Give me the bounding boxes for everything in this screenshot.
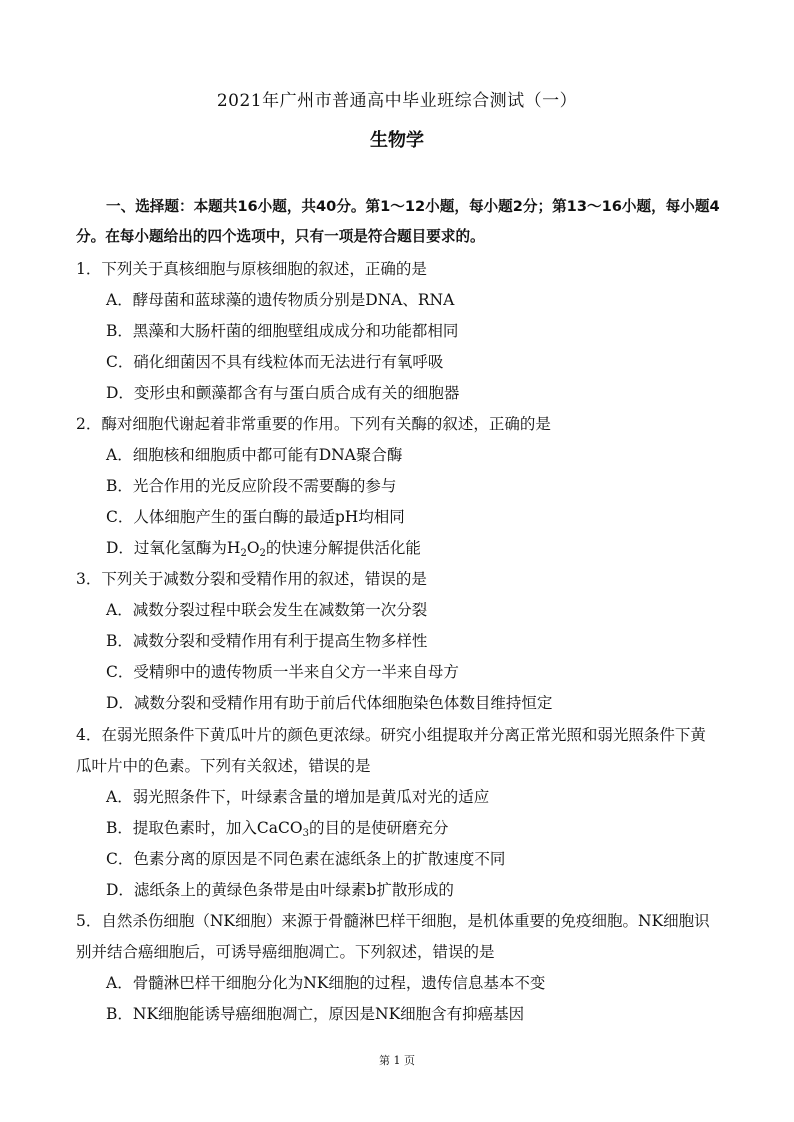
q3-option-c: C．受精卵中的遗传物质一半来自父方一半来自母方 (106, 663, 459, 681)
q3-option-d: D．减数分裂和受精作用有助于前后代体细胞染色体数目维持恒定 (106, 694, 553, 712)
q1-option-c: C．硝化细菌因不具有线粒体而无法进行有氧呼吸 (106, 353, 444, 371)
q2-option-b: B．光合作用的光反应阶段不需要酶的参与 (106, 477, 397, 495)
subject-title: 生物学 (370, 130, 424, 151)
q4-option-b: B．提取色素时，加入CaCO$_3$的目的是使研磨充分 (106, 819, 449, 839)
question-2-stem: 2．酶对细胞代谢起着非常重要的作用。下列有关酶的叙述，正确的是 (76, 415, 551, 433)
q3-option-a: A．减数分裂过程中联会发生在减数第一次分裂 (106, 601, 428, 619)
question-4-stem-line-1: 4．在弱光照条件下黄瓜叶片的颜色更浓绿。研究小组提取并分离正常光照和弱光照条件下黄 (76, 726, 706, 744)
page-number: 第 1 页 (379, 1054, 415, 1067)
q1-option-a: A．酵母菌和蓝球藻的遗传物质分别是DNA、RNA (106, 291, 455, 309)
question-5-stem-line-2: 别并结合癌细胞后，可诱导癌细胞凋亡。下列叙述，错误的是 (76, 943, 495, 961)
q1-option-d: D．变形虫和颤藻都含有与蛋白质合成有关的细胞器 (106, 384, 460, 402)
q2-option-a: A．细胞核和细胞质中都可能有DNA聚合酶 (106, 446, 403, 464)
question-1-stem: 1．下列关于真核细胞与原核细胞的叙述，正确的是 (76, 260, 427, 278)
q5-option-b: B．NK细胞能诱导癌细胞凋亡，原因是NK细胞含有抑癌基因 (106, 1005, 525, 1023)
question-5-stem-line-1: 5．自然杀伤细胞（NK细胞）来源于骨髓淋巴样干细胞，是机体重要的免疫细胞。NK细胞识 (76, 912, 710, 930)
section-header: 一、选择题：本题共16小题，共40分。第1～12小题，每小题2分；第13～16小题，每小题4分。在每小题给出的四个选项中，只有一项是符合题目要求的。 (76, 198, 720, 245)
q4-option-a: A．弱光照条件下，叶绿素含量的增加是黄瓜对光的适应 (106, 788, 490, 806)
q2-option-c: C．人体细胞产生的蛋白酶的最适pH均相同 (106, 508, 405, 526)
q4-option-d: D．滤纸条上的黄绿色条带是由叶绿素b扩散形成的 (106, 881, 454, 899)
question-3-stem: 3．下列关于减数分裂和受精作用的叙述，错误的是 (76, 570, 427, 588)
q2-option-d: D．过氧化氢酶为$H_2O_2$的快速分解提供活化能 (106, 539, 421, 559)
q5-option-a: A．骨髓淋巴样干细胞分化为NK细胞的过程，遗传信息基本不变 (106, 974, 546, 992)
question-4-stem-line-2: 瓜叶片中的色素。下列有关叙述，错误的是 (76, 757, 371, 775)
q1-option-b: B．黑藻和大肠杆菌的细胞壁组成成分和功能都相同 (106, 322, 459, 340)
exam-title: 2021年广州市普通高中毕业班综合测试（一） (216, 91, 578, 111)
q4-option-c: C．色素分离的原因是不同色素在滤纸条上的扩散速度不同 (106, 850, 506, 868)
q3-option-b: B．减数分裂和受精作用有利于提高生物多样性 (106, 632, 428, 650)
